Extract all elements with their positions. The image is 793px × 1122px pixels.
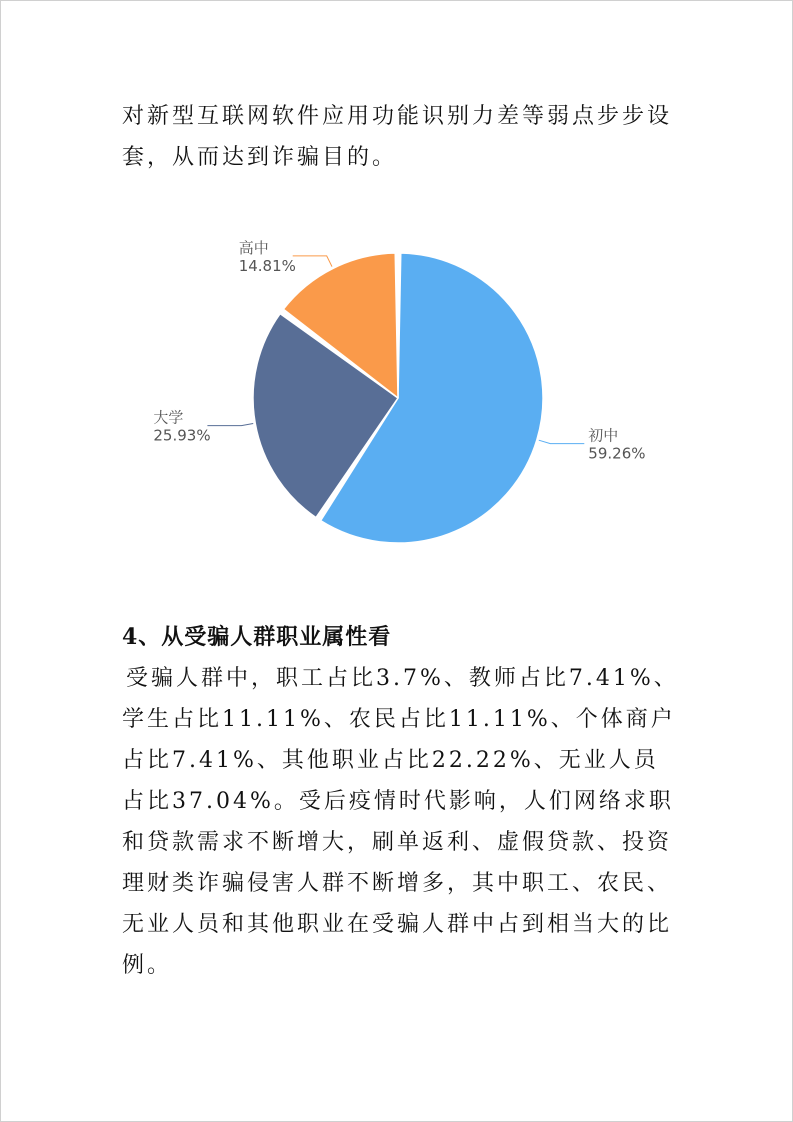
pie-label-value-1: 25.93% [153,426,211,445]
pie-leader-line-0 [539,440,585,443]
pie-label-name-1: 大学 [153,408,184,427]
intro-paragraph: 对新型互联网软件应用功能识别力差等弱点步步设套，从而达到诈骗目的。 [122,104,673,170]
section-body-paragraph: 受骗人群中，职工占比3.7%、教师占比7.41%、学生占比11.11%、农民占比11.11%、个体商户占比7.41%、其他职业占比22.22%、无业人员占比37.04%。受后疫情时代影响，人们网络求职和贷款需求不断增大，刷单返利、虚假贷款、投资理财类诈骗侵害人群不断增多，其中职工、农民、无业人员和其他职业在受骗人群中占到相当大的比例。 [122,666,679,978]
pie-leader-line-1 [207,424,253,426]
education-pie-chart [140,228,660,558]
pie-label-value-2: 14.81% [238,256,296,275]
pie-label-value-0: 59.26% [588,444,646,463]
pie-slices [253,253,543,543]
pie-label-name-2: 高中 [238,238,269,257]
pie-chart-svg [140,228,660,558]
pie-leader-line-2 [293,256,332,267]
pie-label-name-0: 初中 [588,426,619,445]
section-heading: 4、从受骗人群职业属性看 [122,624,392,650]
